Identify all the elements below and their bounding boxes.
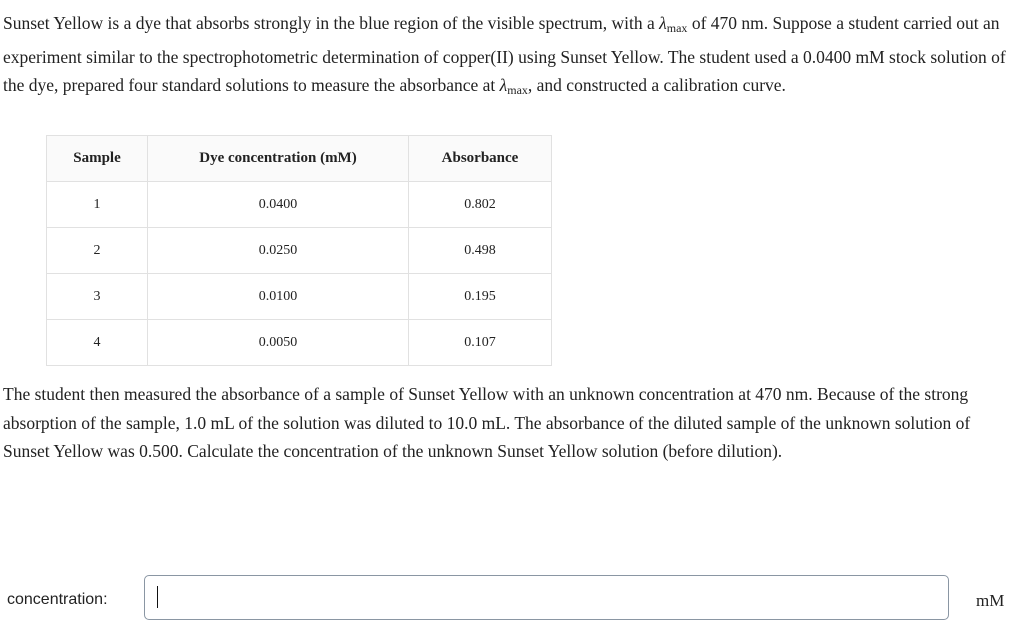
- header-concentration: Dye concentration (mM): [148, 136, 409, 182]
- cell-sample: 4: [47, 320, 148, 366]
- question-intro: Sunset Yellow is a dye that absorbs strongly in the blue region of the visible spectrum, with a $\lambda_{max}$ of 470 nm. Suppose a student carried out an experiment similar to the spectrophotometric determination of copper(II) using Sunset Yellow. The student used a 0.0400 mM stock solution of the dye, prepared four standard solutions to measure the absorbance at $\lambda_{max}$, and constructed a calibration curve.: [3, 13, 1006, 97]
- cell-sample: 2: [47, 228, 148, 274]
- text-cursor: [157, 586, 158, 608]
- lambda-subscript: max: [666, 21, 688, 35]
- table-row: [47, 274, 552, 320]
- cell-absorbance: 0.107: [409, 320, 552, 366]
- cell-absorbance: 0.802: [409, 182, 552, 228]
- cell-sample: 1: [47, 182, 148, 228]
- cell-absorbance: 0.498: [409, 228, 552, 274]
- question-followup: The student then measured the absorbance of a sample of Sunset Yellow with an unknown concentration at 470 nm. Because of the strong absorption of the sample, 1.0 mL of the solution was diluted to 10.0 mL. The absorbance of the diluted sample of the unknown solution of Sunset Yellow was 0.500. Calculate the concentration of the unknown Sunset Yellow solution (before dilution).: [3, 384, 971, 461]
- cell-concentration: 0.0100: [148, 274, 409, 320]
- lambda-subscript: max: [507, 83, 528, 97]
- lambda-symbol: λ: [659, 13, 667, 33]
- cell-sample: 3: [47, 274, 148, 320]
- answer-label: concentration:: [7, 591, 108, 608]
- table-row: [47, 182, 552, 228]
- unit-label: mM: [976, 591, 1005, 610]
- table-row: [47, 320, 552, 366]
- header-absorbance: Absorbance: [409, 136, 552, 182]
- header-sample: Sample: [47, 136, 148, 182]
- cell-concentration: 0.0250: [148, 228, 409, 274]
- calibration-table: [46, 135, 552, 366]
- table-header-row: [47, 136, 552, 182]
- concentration-input[interactable]: [144, 575, 949, 620]
- cell-concentration: 0.0400: [148, 182, 409, 228]
- table-row: [47, 228, 552, 274]
- cell-concentration: 0.0050: [148, 320, 409, 366]
- lambda-symbol: λ: [499, 75, 508, 95]
- cell-absorbance: 0.195: [409, 274, 552, 320]
